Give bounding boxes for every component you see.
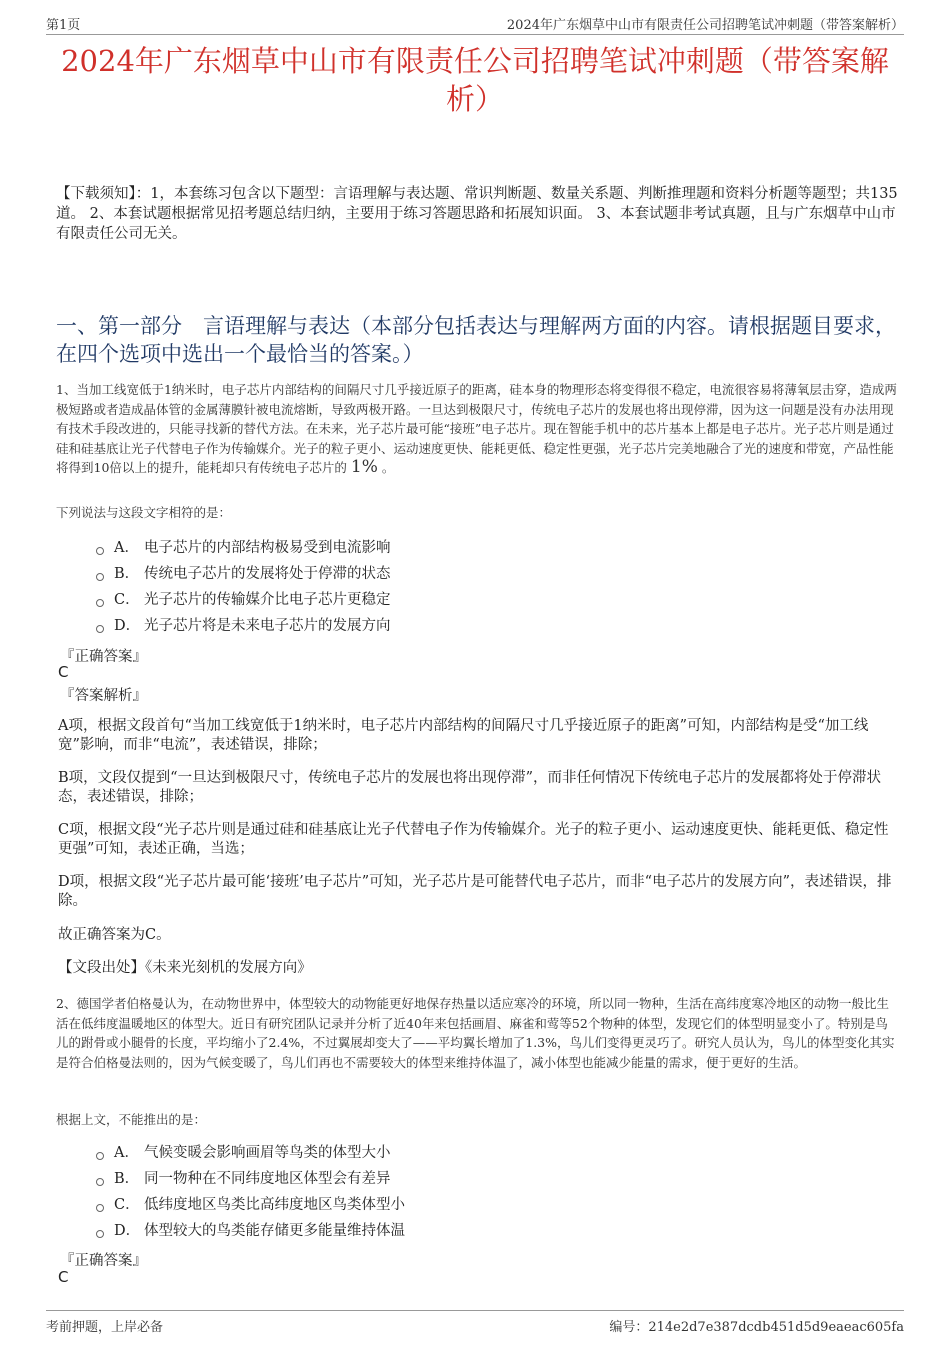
question-1-prompt: 下列说法与这段文字相符的是： <box>56 505 232 520</box>
option-letter: B． <box>114 1171 140 1187</box>
option-text: 光子芯片将是未来电子芯片的发展方向 <box>144 618 391 634</box>
question-2-answer: C <box>58 1268 69 1286</box>
question-2-prompt: 根据上文，不能推出的是： <box>56 1112 207 1127</box>
radio-icon[interactable] <box>96 625 104 633</box>
analysis-item-a: A项，根据文段首句“当加工线宽低于1纳米时，电子芯片内部结构的间隔尺寸几乎接近原子的距离”可知，内部结构是受“加工线宽”影响，而非“电流”，表述错误，排除； <box>58 718 869 753</box>
question-2-option-b[interactable] <box>96 1166 796 1192</box>
radio-icon[interactable] <box>96 1230 104 1238</box>
option-letter: D． <box>114 618 141 634</box>
radio-icon[interactable] <box>96 1178 104 1186</box>
question-1-analysis-label: 『答案解析』 <box>60 688 147 704</box>
radio-icon[interactable] <box>96 547 104 555</box>
option-letter: C． <box>114 592 140 608</box>
question-1-percent: 1% <box>350 457 378 477</box>
option-letter: D． <box>114 1223 141 1239</box>
footer-doc-id: 编号：214e2d7e387dcdb451d5d9eaeac605fa <box>609 1320 904 1335</box>
download-notice: 【下载须知】：1，本套练习包含以下题型：言语理解与表达题、常识判断题、数量关系题、判断推理题和资料分析题等题型；共135道。 2、本套试题根据常见招考题总结归纳，主要用于练习答题思路和拓展知识面。 3、本套试题非考试真题，且与广东烟草中山市有限责任公司无关。 <box>56 186 898 242</box>
page-header <box>46 12 904 35</box>
option-letter: A． <box>114 1145 139 1161</box>
page-footer <box>46 1310 904 1337</box>
question-1-body: 1、当加工线宽低于1纳米时，电子芯片内部结构的间隔尺寸几乎接近原子的距离，硅本身的物理形态将变得很不稳定，电流很容易将薄氧层击穿，造成两极短路或者造成晶体管的金属薄膜针被电流熔断，导致两极开路。一旦达到极限尺寸，传统电子芯片的发展也将出现停滞，因为这一问题是没有办法用现有技术手段改进的，只能寻找新的替代方法。在未来，光子芯片最可能“接班”电子芯片。现在智能手机中的芯片基本上都是电子芯片。光子芯片则是通过硅和硅基底让光子代替电子作为传输媒介。光子的粒子更小、运动速度更快、能耗更低、稳定性更强，光子芯片完美地融合了光的速度和带宽，产品性能将得到10倍以上的提升，能耗却只有传统电子芯片的 <box>56 382 897 475</box>
section-heading: 一、第一部分 言语理解与表达（本部分包括表达与理解两方面的内容。请根据题目要求，在四个选项中选出一个最恰当的答案。） <box>56 314 896 366</box>
option-text: 同一物种在不同纬度地区体型会有差异 <box>144 1171 391 1187</box>
document-title: 2024年广东烟草中山市有限责任公司招聘笔试冲刺题（带答案解析） <box>61 44 889 116</box>
question-2-option-c[interactable] <box>96 1192 796 1218</box>
question-1-answer: C <box>58 663 69 681</box>
question-2-option-a[interactable] <box>96 1140 796 1166</box>
analysis-source: 【文段出处】《未来光刻机的发展方向》 <box>58 960 312 976</box>
analysis-item-c: C项，根据文段“光子芯片则是通过硅和硅基底让光子代替电子作为传输媒介。光子的粒子更小、运动速度更快、能耗更低、稳定性更强”可知，表述正确，当选； <box>58 822 889 857</box>
question-1-text <box>56 380 900 478</box>
radio-icon[interactable] <box>96 573 104 581</box>
option-letter: C． <box>114 1197 140 1213</box>
question-1-answer-label: 『正确答案』 <box>60 649 147 665</box>
page-number: 第1页 <box>46 18 81 33</box>
radio-icon[interactable] <box>96 1152 104 1160</box>
analysis-item-d: D项，根据文段“光子芯片最可能‘接班’电子芯片”可知，光子芯片是可能替代电子芯片，而非“电子芯片的发展方向”，表述错误，排除。 <box>58 874 892 909</box>
option-text: 光子芯片的传输媒介比电子芯片更稳定 <box>144 592 391 608</box>
option-text: 电子芯片的内部结构极易受到电流影响 <box>144 540 391 556</box>
analysis-item-b: B项，文段仅提到“一旦达到极限尺寸，传统电子芯片的发展也将出现停滞”，而非任何情况下传统电子芯片的发展都将处于停滞状态，表述错误，排除； <box>58 770 881 805</box>
option-text: 传统电子芯片的发展将处于停滞的状态 <box>144 566 391 582</box>
option-text: 低纬度地区鸟类比高纬度地区鸟类体型小 <box>144 1197 405 1213</box>
footer-slogan: 考前押题，上岸必备 <box>46 1320 164 1335</box>
header-doc-title: 2024年广东烟草中山市有限责任公司招聘笔试冲刺题（带答案解析） <box>506 18 904 33</box>
question-1-option-c[interactable] <box>96 587 796 613</box>
question-2-answer-label: 『正确答案』 <box>60 1253 147 1269</box>
question-2-options <box>96 1140 796 1244</box>
question-2-option-d[interactable] <box>96 1218 796 1244</box>
question-1-end: 。 <box>381 460 395 475</box>
option-letter: A． <box>114 540 139 556</box>
question-1-option-a[interactable] <box>96 535 796 561</box>
question-2-text: 2、德国学者伯格曼认为，在动物世界中，体型较大的动物能更好地保存热量以适应寒冷的环境，所以同一物种，生活在高纬度寒冷地区的动物一般比生活在低纬度温暖地区的体型大。近日有研究团队记录并分析了近40年来包括画眉、麻雀和莺等52个物种的体型，发现它们的体型明显变小了。特别是鸟儿的跗骨或小腿骨的长度，平均缩小了2.4%，不过翼展却变大了——平均翼长增加了1.3%，鸟儿们变得更灵巧了。研究人员认为，鸟儿的体型变化其实是符合伯格曼法则的，因为气候变暖了，鸟儿们再也不需要较大的体型来维持体温了，减小体型也能减少能量的需求，便于更好的生活。 <box>56 996 895 1070</box>
radio-icon[interactable] <box>96 599 104 607</box>
radio-icon[interactable] <box>96 1204 104 1212</box>
option-text: 体型较大的鸟类能存储更多能量维持体温 <box>144 1223 405 1239</box>
analysis-conclusion: 故正确答案为C。 <box>58 927 171 943</box>
question-1-options <box>96 535 796 639</box>
option-text: 气候变暖会影响画眉等鸟类的体型大小 <box>144 1145 391 1161</box>
question-1-option-b[interactable] <box>96 561 796 587</box>
option-letter: B． <box>114 566 140 582</box>
question-1-option-d[interactable] <box>96 613 796 639</box>
